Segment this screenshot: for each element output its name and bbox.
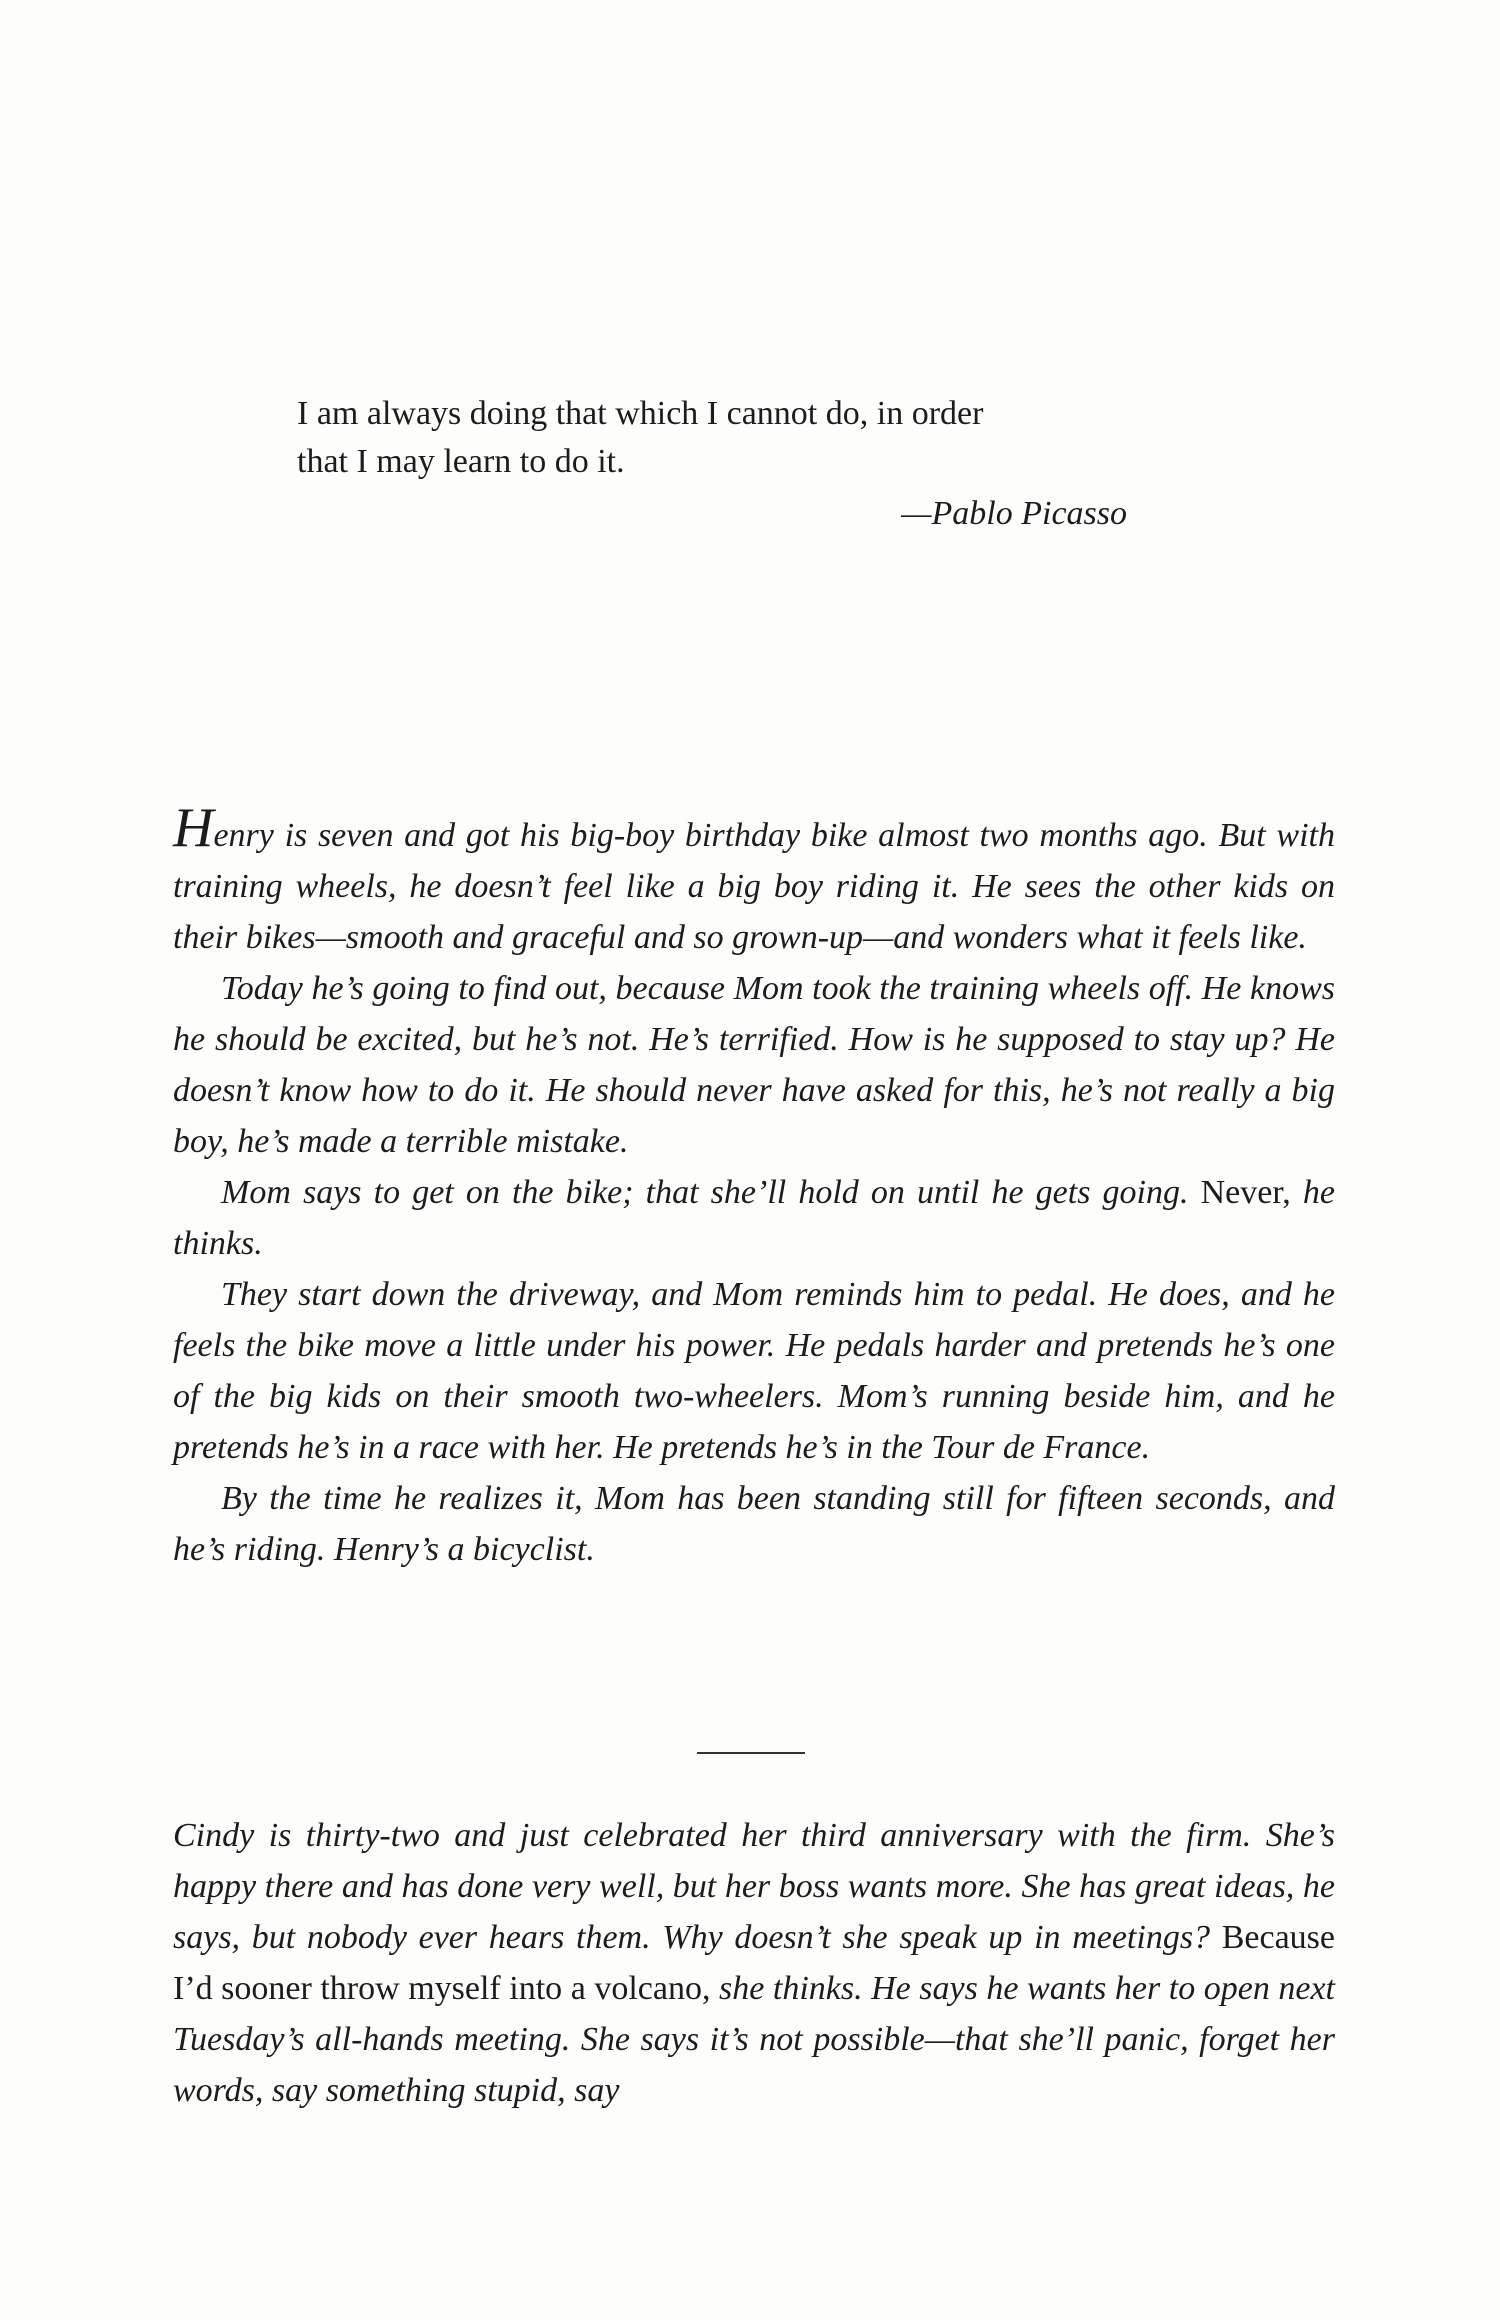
epigraph-attribution: —Pablo Picasso xyxy=(901,495,1127,532)
section-divider xyxy=(697,1752,805,1754)
paragraph-roman-text: Never, xyxy=(1188,1174,1291,1211)
paragraph-text: he thinks. xyxy=(173,1174,1335,1262)
story-cindy xyxy=(173,1810,1335,2116)
paragraph xyxy=(173,797,1335,963)
paragraph-text: Mom says to get on the bike; that she’ll hold on until he gets going. xyxy=(221,1174,1189,1211)
paragraph: Today he’s going to find out, because Mom took the training wheels off. He knows he should be excited, but he’s not. He’s terrified. How is he supposed to stay up? He doesn’t know how to do it. He should never have asked for this, he’s not really a big boy, he’s made a terrible mistake. xyxy=(173,970,1335,1160)
story-henry xyxy=(173,797,1335,1575)
epigraph-quote-line-1: I am always doing that which I cannot do, in order xyxy=(297,395,984,432)
paragraph-text: enry is seven and got his big-boy birthday bike almost two months ago. But with training wheels, he doesn’t feel like a big boy riding it. He sees the other kids on their bikes—smooth and graceful and so grown-up—and wonders what it feels like. xyxy=(173,817,1335,956)
epigraph xyxy=(297,390,1147,538)
paragraph: They start down the driveway, and Mom reminds him to pedal. He does, and he feels the bike move a little under his power. He pedals harder and pretends he’s one of the big kids on their smooth two-wheelers. Mom’s running beside him, and he pretends he’s in a race with her. He pretends he’s in the Tour de France. xyxy=(173,1276,1335,1466)
paragraph xyxy=(173,1810,1335,2116)
paragraph xyxy=(173,1167,1335,1269)
paragraph-text: she thinks. He says he wants her to open next Tuesday’s all-hands meeting. She says it’s not possible—that she’ll panic, forget her words, say something stupid, say xyxy=(173,1970,1336,2109)
drop-cap: H xyxy=(173,797,214,859)
paragraph: By the time he realizes it, Mom has been standing still for fifteen seconds, and he’s riding. Henry’s a bicyclist. xyxy=(173,1480,1335,1568)
paragraph-roman-text: Because I’d sooner throw myself into a volcano, xyxy=(173,1919,1336,2007)
paragraph-text: Cindy is thirty-two and just celebrated her third anniversary with the firm. She’s happy there and has done very well, but her boss wants more. She has great ideas, he says, but nobody ever hears them. Why doesn’t she speak up in meetings? xyxy=(173,1817,1335,1956)
epigraph-quote-line-2: that I may learn to do it. xyxy=(297,443,625,480)
